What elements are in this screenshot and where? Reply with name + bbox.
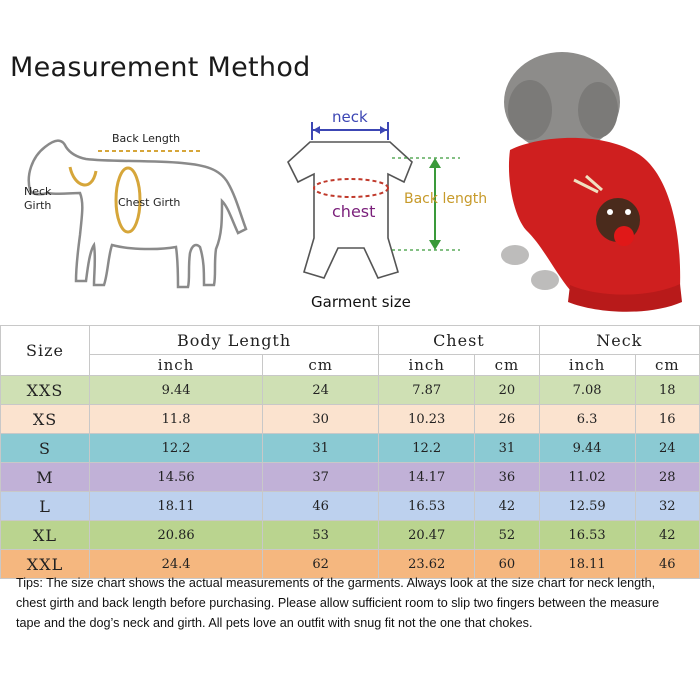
table-cell: 20.47	[379, 521, 475, 550]
table-cell: 18.11	[539, 550, 635, 579]
size-chart-table	[0, 325, 700, 579]
garment-size-caption: Garment size	[311, 293, 411, 311]
size-label: XL	[1, 521, 90, 550]
table-cell: 31	[263, 434, 379, 463]
back-length-garment-label: Back length	[404, 191, 488, 207]
table-cell: 60	[475, 550, 539, 579]
table-cell: 14.56	[90, 463, 263, 492]
table-cell: 24	[263, 376, 379, 405]
size-label: L	[1, 492, 90, 521]
table-cell: 62	[263, 550, 379, 579]
unit-header: cm	[635, 355, 699, 376]
table-header-row	[1, 326, 700, 355]
table-cell: 11.8	[90, 405, 263, 434]
size-label: XXS	[1, 376, 90, 405]
table-row	[1, 492, 700, 521]
table-cell: 23.62	[379, 550, 475, 579]
table-cell: 12.59	[539, 492, 635, 521]
unit-header: inch	[539, 355, 635, 376]
table-row	[1, 434, 700, 463]
table-cell: 18	[635, 376, 699, 405]
table-cell: 42	[635, 521, 699, 550]
neck-girth-label: Neck Girth	[24, 185, 52, 212]
tips-text: Tips: The size chart shows the actual measurements of the garments. Always look at the size chart for neck length, chest girth and back length before purchasing. Please allow sufficient room to slip two fingers between the measure tape and the dog’s neck and girth. All pets love an outfit with snug fit not the one that chokes.	[16, 576, 660, 630]
neck-girth-loop	[70, 167, 96, 185]
unit-header: inch	[379, 355, 475, 376]
size-label: XXL	[1, 550, 90, 579]
table-cell: 9.44	[539, 434, 635, 463]
table-cell: 18.11	[90, 492, 263, 521]
body-length-header: Body Length	[90, 326, 379, 355]
table-cell: 11.02	[539, 463, 635, 492]
table-row	[1, 463, 700, 492]
table-cell: 42	[475, 492, 539, 521]
size-column-header: Size	[1, 326, 90, 376]
size-label: S	[1, 434, 90, 463]
table-row	[1, 521, 700, 550]
table-cell: 52	[475, 521, 539, 550]
table-cell: 53	[263, 521, 379, 550]
table-cell: 20.86	[90, 521, 263, 550]
chest-header: Chest	[379, 326, 539, 355]
table-cell: 16	[635, 405, 699, 434]
table-cell: 28	[635, 463, 699, 492]
table-cell: 16.53	[539, 521, 635, 550]
page-title: Measurement Method	[10, 52, 311, 83]
table-cell: 7.08	[539, 376, 635, 405]
back-length-label: Back Length	[112, 132, 181, 145]
table-cell: 30	[263, 405, 379, 434]
dog-sweater-photo	[470, 40, 695, 325]
table-cell: 26	[475, 405, 539, 434]
table-cell: 20	[475, 376, 539, 405]
unit-header: cm	[263, 355, 379, 376]
table-cell: 24	[635, 434, 699, 463]
table-cell: 16.53	[379, 492, 475, 521]
table-cell: 10.23	[379, 405, 475, 434]
table-cell: 7.87	[379, 376, 475, 405]
unit-header-row	[1, 355, 700, 376]
size-label: XS	[1, 405, 90, 434]
table-cell: 12.2	[379, 434, 475, 463]
chest-girth-label: Chest Girth	[118, 196, 181, 209]
table-cell: 9.44	[90, 376, 263, 405]
table-cell: 31	[475, 434, 539, 463]
table-cell: 6.3	[539, 405, 635, 434]
table-cell: 14.17	[379, 463, 475, 492]
reindeer-nose	[614, 226, 634, 246]
table-cell: 24.4	[90, 550, 263, 579]
table-cell: 46	[635, 550, 699, 579]
table-row	[1, 376, 700, 405]
table-cell: 37	[263, 463, 379, 492]
unit-header: inch	[90, 355, 263, 376]
table-cell: 36	[475, 463, 539, 492]
neck-label: neck	[332, 108, 368, 126]
neck-header: Neck	[539, 326, 699, 355]
table-row	[1, 405, 700, 434]
size-label: M	[1, 463, 90, 492]
unit-header: cm	[475, 355, 539, 376]
table-cell: 46	[263, 492, 379, 521]
table-cell: 32	[635, 492, 699, 521]
chest-label: chest	[332, 202, 376, 221]
table-cell: 12.2	[90, 434, 263, 463]
